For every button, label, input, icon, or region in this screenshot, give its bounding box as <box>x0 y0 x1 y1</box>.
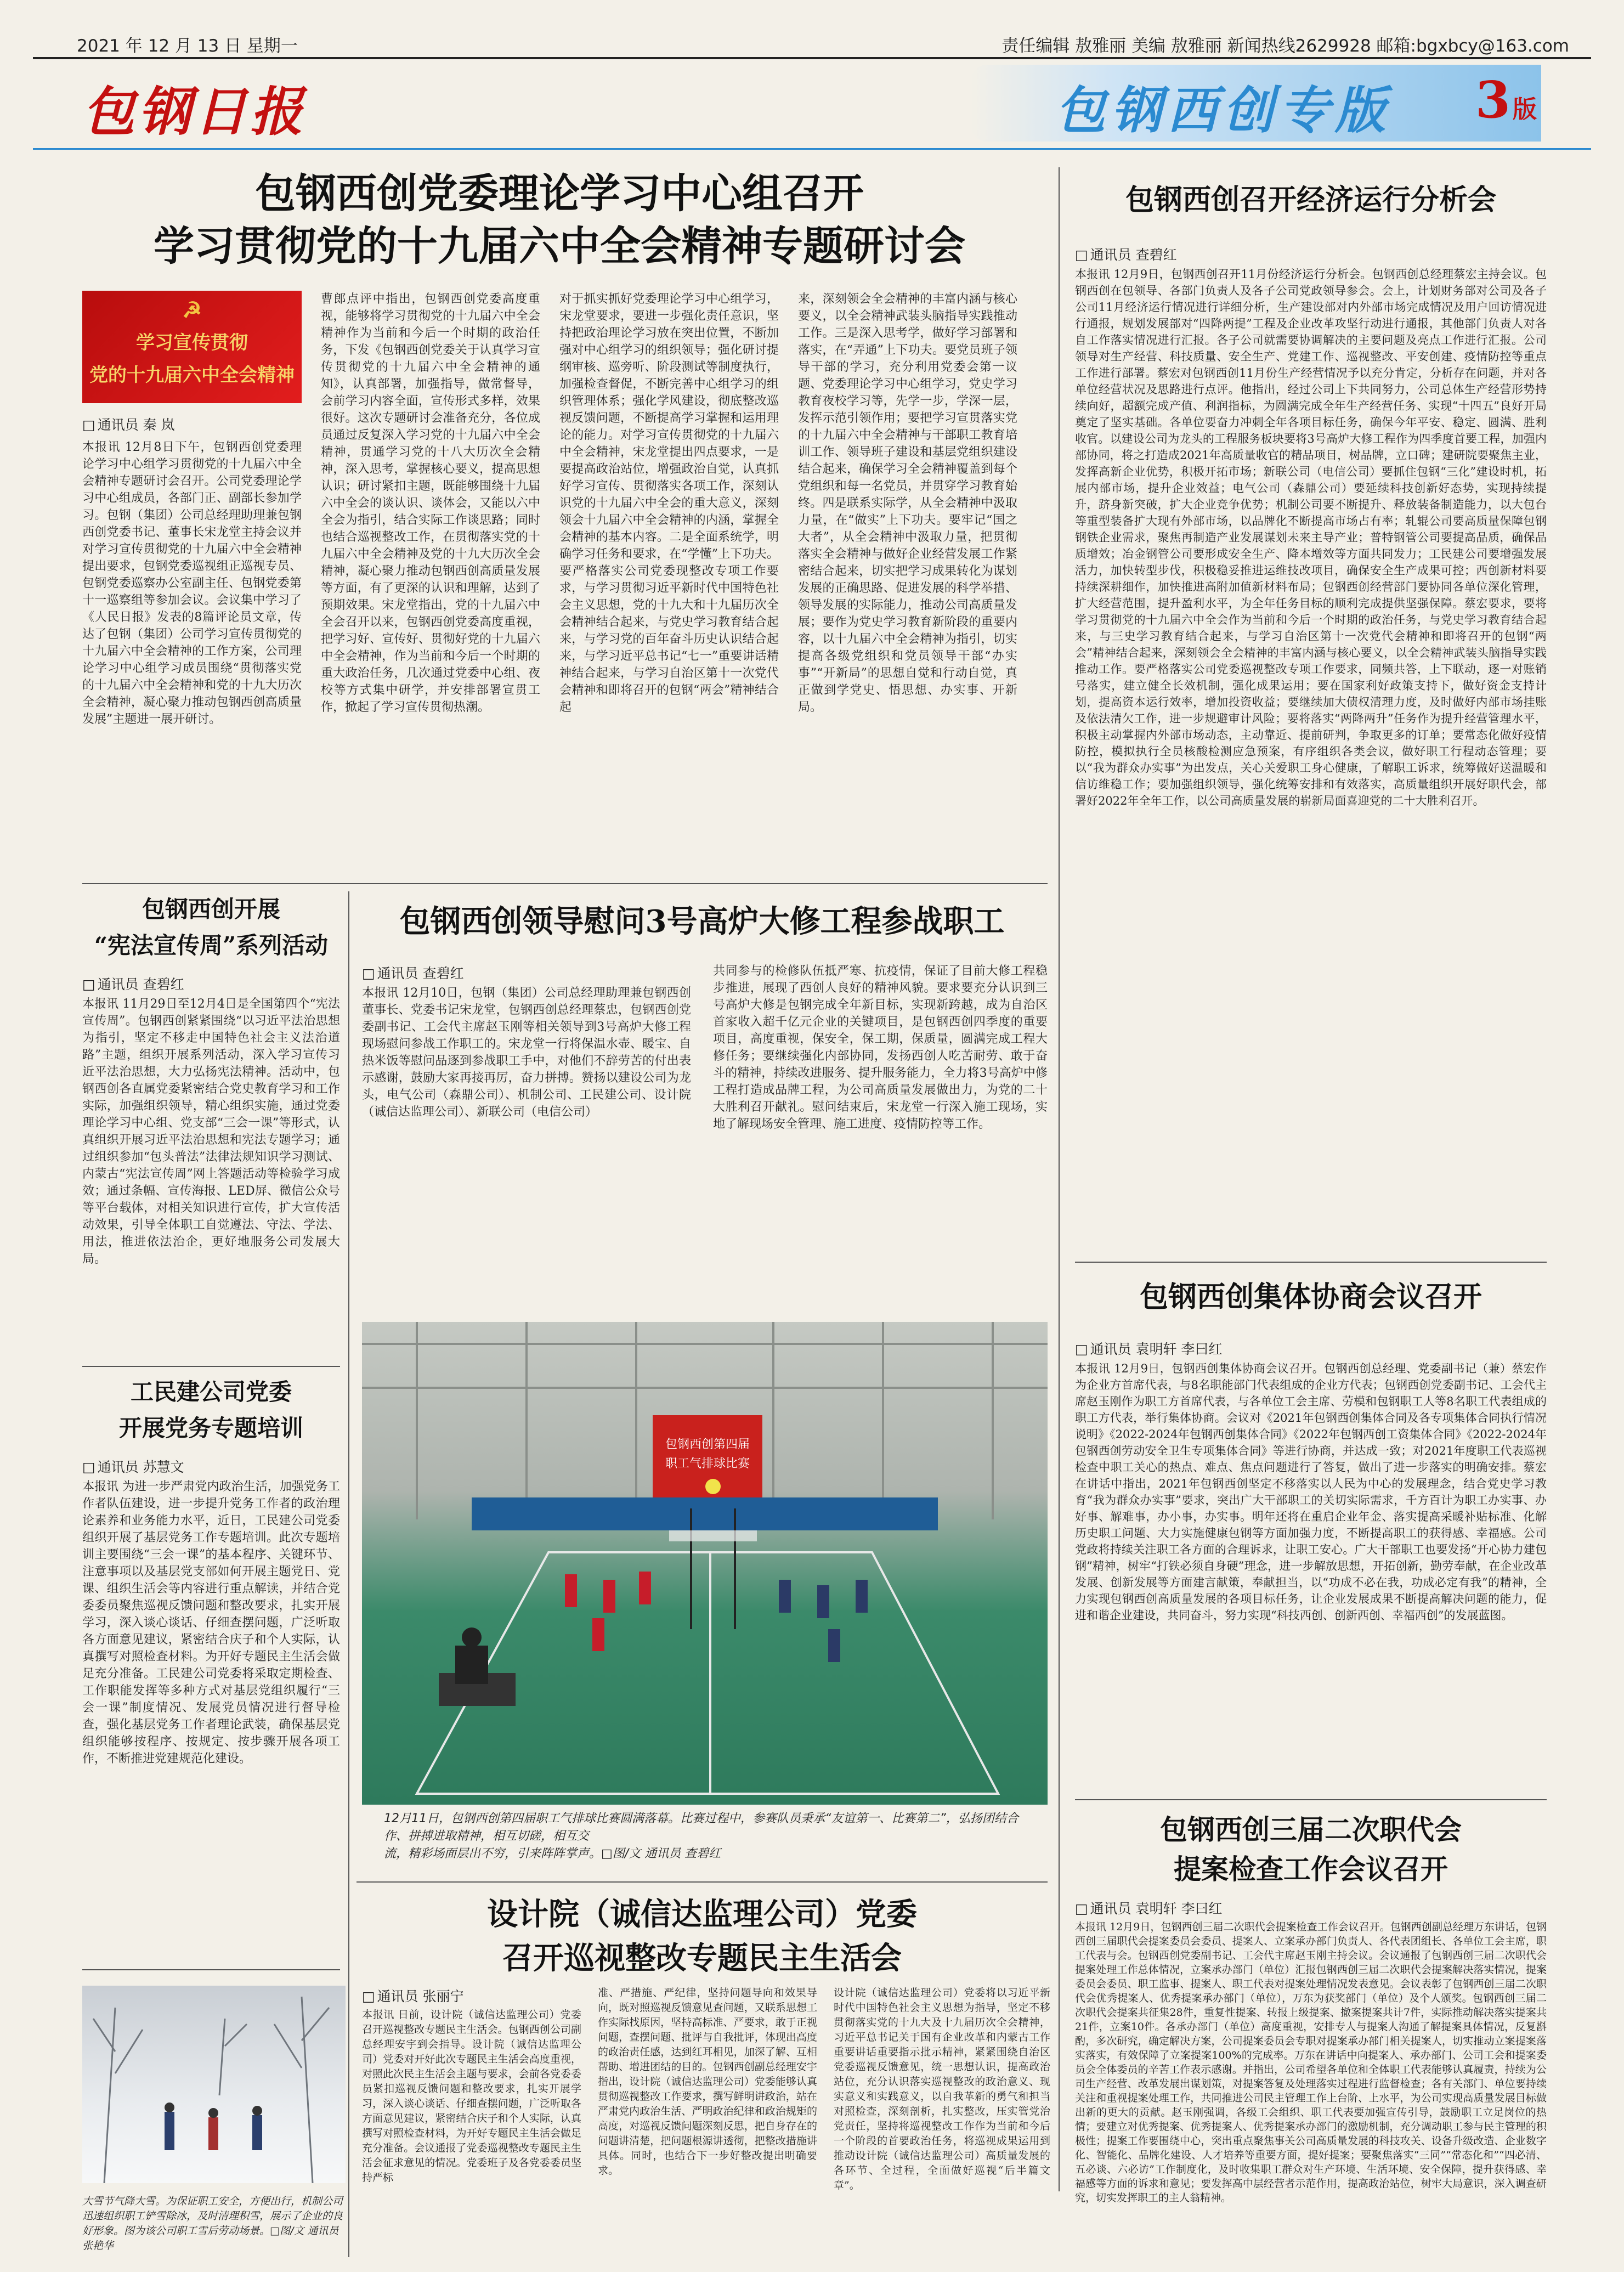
blast-byline: □ 通讯员 查碧红 <box>362 963 464 982</box>
header-rule <box>33 57 1591 59</box>
economy-title: 包钢西创召开经济运行分析会 <box>1125 183 1496 217</box>
header-bar <box>33 27 1591 55</box>
masthead: 包钢日报 <box>82 81 306 143</box>
party-emblem-icon: ☭ <box>182 297 202 323</box>
snow-scene-graphic <box>82 1986 346 2183</box>
congress-title-line2: 提案检查工作会议召开 <box>1174 1853 1448 1885</box>
congress-byline: □ 通讯员 袁明轩 李曰红 <box>1075 1898 1223 1918</box>
volleyball-caption-line2: 流，精彩场面层出不穷，引来阵阵掌声。□图/文 通讯员 查碧红 <box>384 1847 721 1861</box>
blast-col2: 共同参与的检修队伍抵严寒、抗疫情，保证了目前大修工程稳步推进，展现了西创人良好的精神风貌。要求要充分认识到三号高炉大修是包钢完成全年新目标，实现新跨越，成为自治区首家收入超千亿元企业的关键项目，是包钢西创四季度的重要项目，高度重视，保安全，保工期，保质量，圆满完成工程大修任务；要继续强化内部协同，发扬西创人吃苦耐劳、敢于奋斗的精神，持续改进服务、提升服务能力，全力将3号高炉中修工程打造成品牌工程，为公司高质量发展做出力，为党的二十大胜利召开献礼。慰问结束后，宋龙堂一行深入施工现场，实地了解现场安全管理、施工进度、疫情防控等工作。 <box>713 964 1048 1131</box>
study-byline: □ 通讯员 秦 岚 <box>82 414 175 434</box>
blast-title: 包钢西创领导慰问3号高炉大修工程参战职工 <box>399 903 1005 940</box>
issue-date: 2021 年 12 月 13 日 星期一 <box>77 36 298 56</box>
economy-body: 本报讯 12月9日，包钢西创召开11月份经济运行分析会。包钢西创总经理蔡宏主持会议。包钢西创在包领导、各部门负责人及各子公司党政领导参会。会上，计划财务部对公司及各子公司11月经济运行情况进行详细分析，生产建设部对内外部市场完成情况及用户回访情况进行通报，规划发展部对“四降两提”工程及企业改革攻坚行动进行通报，其他部门负责人对各自工作落实情况进行汇报。各子公司就需要协调解决的主要问题及亮点工作进行汇报。公司领导对生产经营、科技质量、安全生产、党建工作、巡视整改、平安创建、疫情防控等重点工作进行部署。蔡宏对包钢西创11月份生产经营情况予以充分肯定，分析存在问题，并对各单位经营状况及思路进行点评。他指出，经过公司上下共同努力，公司总体生产经营形势持续向好，超额完成产值、利润指标，为圆满完成全年生产经营任务、实现“十四五”良好开局奠定了坚实基础。各单位要奋力冲刺全年各项目标任务，确保今年平安、稳定、圆满、胜利收官。以建设公司为龙头的工程服务板块要将3号高炉大修工程作为四季度首要工程，加强内部协同，将之打造成2021年高质量收官的精品项目，树品牌，立口碑；建研院要聚焦主业，发挥高新企业优势，积极开拓市场；新联公司（电信公司）要抓住包钢“三化”建设时机，拓展内部市场，提升企业效益；电气公司（森鼎公司）要延续科技创新好态势，实现持续提升，跻身新突破，扩大企业竞争优势；机制公司要不断提升、释放装备制造能力，以大包台等重型装备扩大现有外部市场，以品牌化不断提高市场占有率；轧辊公司要高质量保障包钢钢铁企业需求，聚焦再制造产业发展谋划未来主导产业；普特钢管公司要提高品质，确保品质增效；冶金钢管公司要形成安全生产、降本增效等方面共同发力；工民建公司要增强发展活力，加快转型步伐，积极稳妥推进运维技改项目，确保安全生产成果可控；西创新材料要持续深耕细作，加快推进高附加值新材料布局；包钢西创经营部门要协同各单位深化管理，扩大经营范围，提升盈利水平，为全年任务目标的顺利完成提供坚强保障。蔡宏要求，要将学习贯彻党的十九届六中全会作为当前和今后一个时期的政治任务，与党史学习教育结合起来，与三史学习教育结合起来，与学习自治区第十一次党代会精神和即将召开的包钢“两会”精神结合起来，深刻领会全会精神的丰富内涵与核心要义，以全会精神武装头脑指导实践推动工作。要严格落实公司党委巡视整改专项工作要求，同频共答，上下联动，逐一对账销号落实，建立健全长效机制，强化成果运用；要在国家利好政策支持下，做好资金支持计划，提高资本运行效率，增加投资收益；要继续加大债权清理力度，及时做好内部市场挂账及依法清欠工作，进一步规避审计风险；要将落实“两降两升”任务作为提升经营管理水平，积极主动掌握内外部市场动态，主动靠近、提前研判，争取更多的订单；要常态化做好疫情防控，模拟执行全员核酸检测应急预案，有序组织各类会议，做好职工行程动态管理；要以“我为群众办实事”为出发点，关心关爱职工身心健康，了解职工诉求，统筹做好送温暖和信访维稳工作；要加强组织领导，强化统筹安排和有效落实，高质量组织开展好职代会，部署好2022年全年工作，以公司高质量发展的崭新局面喜迎党的二十大胜利召开。 <box>1075 268 1547 807</box>
training-title-line2: 开展党务专题培训 <box>118 1415 303 1442</box>
economy-byline: □ 通讯员 查碧红 <box>1075 244 1177 264</box>
training-title <box>82 1374 340 1446</box>
law-title-line2: “宪法宣传周”系列活动 <box>94 932 329 959</box>
scoreboard-line2: 职工气排球比赛 <box>665 1457 750 1471</box>
scoreboard-line1: 包钢西创第四届 <box>665 1438 750 1451</box>
congress-body: 本报讯 12月9日，包钢西创三届二次职代会提案检查工作会议召开。包钢西创副总经理万东讲话，包钢西创三届职代会提案委员会委员、提案人、立案承办部门负责人、各代表团组长、各单位工会主席，职工代表与会。包钢西创党委副书记、工会代主席赵玉刚主持会议。会议通报了包钢西创三届二次职代会提案处理工作总体情况，立案承办部门（单位）汇报包钢西创三届二次职代会提案解决落实情况，提案委员会委员、职工监事、提案人、职工代表对提案处理情况发表意见。会议表彰了包钢西创三届二次职代会优秀提案人、优秀提案承办部门（单位），万东为获奖部门（单位）及个人颁奖。包钢西创三届二次职代会提案共征集28件，重复性提案、转报上级提案、撤案提案共计7件，实际推动解决落实提案共21件，立案10件。各承办部门（单位）高度重视，安排专人与提案人沟通了解提案具体情况，反复斟酌，多次研究，确定解决方案，公司提案委员会专职对提案承办部门相关提案人，切实推动立案提案落实落实，有效保障了立案提案100%的完成率。万东在讲话中向提案人、承办部门、公司工会和提案委员会全体委员的辛苦工作表示感谢。并指出，公司希望各单位和全体职工代表能够认真履责，持续为公司生产经营、改革发展出谋划策，对提案答复及处理落实过程进行监督检查；各有关部门、单位要持续关注和重视提案处理工作，共同推进公司民主管理工作上台阶、上水平，为公司实现高质量发展目标做出新的更大的贡献。赵玉刚强调，各级工会组织、职工代表要加强宣传引导，鼓励职工立足岗位的热情；要建立对优秀提案、优秀提案人、优秀提案承办部门的激励机制，充分调动职工参与民主管理的积极性；提案工作要围绕中心，突出重点聚焦事关公司高质量发展的科技攻关、设备升级改造、企业数字化、智能化、品牌化建设、人才培养等重要方面，提好提案；要聚焦落实“三同”“常态化和”“四必清、五必谈、六必访”工作制度化，及时收集职工群众对生产环境、生活环境、安全保障，提升获得感、幸福感等方面的诉求和意见；要发挥高中层经营者示范作用，提高政治站位，树牢大局意识，深入调查研究，切实发挥职工的主人翁精神。 <box>1075 1921 1547 2204</box>
left-column-divider <box>348 891 349 2257</box>
design-title-line2: 召开巡视整改专题民主生活会 <box>502 1940 902 1976</box>
design-col2: 准、严措施、严纪律，坚持问题导向和效果导向，既对照巡视反馈意见查问题，又联系思想工作实际找原因，坚持高标准、严要求，敢于正视问题，查摆问题、批评与自我批评，体现出高度的政治责任感，达到红耳相见，加深了解、互相帮助、增进团结的目的。包钢西创副总经理安宇指出，设计院（诚信达监理公司）党委能够认真贯彻巡视整改工作要求，撰写鲜明讲政治，站在严肃党内政治生活、严明政治纪律和政治规矩的高度，对巡视反馈问题深刻反思，把自身存在的问题讲清楚，把问题根源讲透彻，把整改措施讲具体。同时，也结合下一步好整改提出明确要求。 <box>598 1987 817 2177</box>
study-badge-line1: 学习宣传贯彻 <box>136 332 248 354</box>
design-title-line1: 设计院（诚信达监理公司）党委 <box>487 1896 917 1932</box>
economy-divider <box>1075 1262 1547 1263</box>
study-col4: 来，深刻领会全会精神的丰富内涵与核心要义，以全会精神武装头脑指导实践推动工作。三是深入思考学，做好学习部署和落实，在“弄通”上下功夫。要党员班子领导干部的学习，充分利用党委会第一议题、党委理论学习中心组学习，党史学习教育夜校学习等，先学一步，学深一层，发挥示范引领作用；要把学习宣贯落实党的十九届六中全会精神与干部职工教育培训工作、领导班子建设和基层党组织建设结合起来，确保学习全会精神覆盖到每个党组织和每一名党员，并贯穿学习教育始终。四是联系实际学，从全会精神中汲取力量，在“做实”上下功夫。要牢记“国之大者”，从全会精神中汲取力量，把贯彻落实全会精神与做好企业经营发展工作紧密结合起来，切实把学习成果转化为谋划发展的正确思路、促进发展的科学举措、领导发展的实际能力，推动公司高质量发展；要作为党史学习教育新阶段的重要内容，以十九届六中全会精神为指引，切实提高各级党组织和党员领导干部“办实事”“开新局”的思想自觉和行动自觉，真正做到学党史、悟思想、办实事、开新局。 <box>798 292 1017 714</box>
section-title: 包钢西创专版 <box>1055 81 1391 140</box>
volleyball-caption <box>384 1810 1042 1870</box>
study-divider <box>82 883 1048 884</box>
training-byline: □ 通讯员 苏慧文 <box>82 1456 184 1476</box>
page-number <box>1475 70 1552 136</box>
banner-rule <box>33 148 1591 150</box>
law-byline: □ 通讯员 查碧红 <box>82 974 184 993</box>
union-byline: □ 通讯员 袁明轩 李曰红 <box>1075 1338 1223 1358</box>
study-title-line1: 包钢西创党委理论学习中心组召开 <box>255 170 864 217</box>
study-col1: 本报讯 12月8日下午，包钢西创党委理论学习中心组学习贯彻党的十九届六中全会精神专题研讨会召开。公司党委理论学习中心组成员，各部门正、副部长参加学习。包钢（集团）公司总经理助理兼包钢西创党委书记、董事长宋龙堂主持会议并对学习宣传贯彻党的十九届六中全会精神提出要求，包钢党委巡视组正巡视专员、包钢党委巡察办公室副主任、包钢党委第十一巡察组等参加会议。会议集中学习了《人民日报》发表的8篇评论员文章，传达了包钢（集团）公司学习宣传贯彻党的十九届六中全会精神的工作方案，公司理论学习中心组学习成员围绕“贯彻落实党的十九届六中全会精神和党的十九大历次全会精神，凝心聚力推动包钢西创高质量发展”主题进一展开研讨。 <box>82 440 302 726</box>
training-divider <box>82 1969 340 1970</box>
union-body: 本报讯 12月9日，包钢西创集体协商会议召开。包钢西创总经理、党委副书记（兼）蔡宏作为企业方首席代表，与8名职能部门代表组成的企业方代表；包钢西创党委副书记、工会代主席赵玉刚作为职工方首席代表，与各单位工会主席、劳模和包钢职工人等8名职工代表组成的职工方代表，举行集体协商。会议对《2021年包钢西创集体合同及各专项集体合同执行情况说明》《2022-2024年包钢西创集体合同》《2022年包钢西创工资集体合同》《2022-2024年包钢西创劳动安全卫生专项集体合同》等进行协商，并达成一致；对2021年度职工代表巡视检查中职工关心的热点、难点、焦点问题进行了答复，做出了进一步落实的明确安排。蔡宏在讲话中指出，2021年包钢西创坚定不移落实以人民为中心的发展理念，结合党史学习教育“我为群众办实事”要求，突出广大干部职工的关切实际需求，千方百计为职工办实事、办好事、解难事，办小事，办实事。明年还将在重启企业年金、落实提高采暖补贴标准、化解历史职工问题、大力实施健康包钢等方面加强力度，不断提高职工的获得感、幸福感。公司党政将持续关注职工各方面的合理诉求，让职工安心。广大干部职工也要发扬“开心协力建包钢”精神，树牢“打铁必须自身硬”理念，进一步解放思想，开拓创新，勤劳奉献，在企业改革发展、创新发展等方面建言献策，奉献担当，以“功成不必在我，功成必定有我”的精神，全力实现包钢西创高质量发展的各项目标任务，让企业发展成果不断提高解决问题的能力，促进和谐企业建设，共同奋斗，努力实现“科技西创、创新西创、幸福西创”的发展蓝图。 <box>1075 1362 1547 1622</box>
law-title-line1: 包钢西创开展 <box>142 896 280 923</box>
editor-info: 责任编辑 敖雅丽 美编 敖雅丽 新闻热线2629928 邮箱:bgxbcy@163.com <box>1001 36 1569 56</box>
volleyball-photo <box>362 1322 1048 1805</box>
design-byline: □ 通讯员 张丽宁 <box>362 1986 464 2005</box>
study-col2: 曹郎点评中指出，包钢西创党委高度重视，能够将学习贯彻党的十九届六中全会精神作为当前和今后一个时期的政治任务，下发《包钢西创党委关于认真学习宣传贯彻党的十九届六中全会精神的通知》，认真部署，加强指导，做常督导，会前学习内容全面，宣传形式多样，效果很好。这次专题研讨会准备充分，各位成员通过反复深入学习党的十九届六中全会精神，贯通学习党的十八大历次全会精神，深入思考，掌握核心要义，提高思想认识；研讨紧扣主题，既能够围绕十九届六中全会的谈认识、谈体会，又能以六中全会为指引，结合实际工作谈思路；同时也结合巡视整改工作，在贯彻落实党的十九届六中全会精神及党的十九大历次全会精神，凝心聚力推动包钢西创高质量发展等方面，有了更深的认识和理解，达到了预期效果。宋龙堂指出，党的十九届六中全会召开以来，包钢西创党委高度重视，把学习好、宣传好、贯彻好党的十九届六中全会精神，作为当前和今后一个时期的重大政治任务，几次通过党委中心组、夜校等方式集中研学，并安排部署宣贯工作，掀起了学习宣传贯彻热潮。 <box>321 292 540 714</box>
congress-title <box>1075 1810 1547 1889</box>
study-badge <box>82 291 302 403</box>
study-col3: 对于抓实抓好党委理论学习中心组学习，宋龙堂要求，要进一步强化责任意识，坚持把政治理论学习放在突出位置，不断加强对中心组学习的组织领导；强化研讨提纲审核、巡旁听、阶段测试等制度执行，加强检查督促，不断完善中心组学习的组织管理体系；强化学风建设，彻底整改巡视反馈问题，不断提高学习掌握和运用理论的能力。对学习宣传贯彻党的十九届六中全会精神，宋龙堂提出四点要求，一是要提高政治站位，增强政治自觉，认真抓好学习宣传、贯彻落实各项工作，深刻认识党的十九届六中全会的重大意义，深刻领会十九届六中全会精神的内涵，掌握全会精神的基本内容。二是全面系统学，明确学习任务和要求，在“学懂”上下功夫。要严格落实公司党委现整改专项工作要求，与学习贯彻习近平新时代中国特色社会主义思想，党的十九大和十九届历次全会精神结合起来，与党史学习教育结合起来，与学习党的百年奋斗历史认识结合起来，与学习近平总书记“七一”重要讲话精神结合起来，与学习自治区第十一次党代会精神和即将召开的包钢“两会”精神结合起 <box>559 292 779 714</box>
law-body: 本报讯 11月29日至12月4日是全国第四个“宪法宣传周”。包钢西创紧紧围绕“以习近平法治思想为指引，坚定不移走中国特色社会主义法治道路”主题，组织开展系列活动，深入学习宣传习近平法治思想，大力弘扬宪法精神。活动中，包钢西创各直属党委紧密结合党史教育学习和工作实际，加强组织领导，精心组织实施，通过党委理论学习中心组、党支部“三会一课”等形式，认真组织开展习近平法治思想和宪法专题学习；通过组织参加“包头普法”法律法规知识学习测试、内蒙古“宪法宣传周”网上答题活动等检验学习成效；通过条幅、宣传海报、LED屏、微信公众号等平台载体，对相关知识进行宣传，扩大宣传活动效果，引导全体职工自觉遵法、守法、学法、用法，推进依法治企，更好地服务公司发展大局。 <box>82 997 340 1266</box>
blast-col1: 本报讯 12月10日，包钢（集团）公司总经理助理兼包钢西创董事长、党委书记宋龙堂，包钢西创总经理蔡忠，包钢西创党委副书记、工会代主席赵玉刚等相关领导到3号高炉大修工程现场慰问参战工作职工的。宋龙堂一行将保温水壶、暖宝、自热米饭等慰问品逐到参战职工手中，对他们不辞劳苦的付出表示感谢，鼓励大家再接再厉，奋力拼搏。赞扬以建设公司为龙头，电气公司（森鼎公司）、机制公司、工民建公司、设计院（诚信达监理公司）、新联公司（电信公司） <box>362 986 691 1119</box>
column-divider <box>1059 167 1060 2191</box>
snow-caption: 大雪节气降大雪。为保证职工安全，方便出行，机制公司迅速组织职工铲雪除冰，及时清理积雪，展示了企业的良好形象。图为该公司职工雪后劳动场景。□图/文 通讯员 张艳华 <box>82 2195 343 2252</box>
union-divider <box>1075 1799 1547 1800</box>
training-body: 本报讯 为进一步严肃党内政治生活，加强党务工作者队伍建设，进一步提升党务工作者的政治理论素养和业务能力水平，近日，工民建公司党委组织开展了基层党务工作专题培训。此次专题培训主要围绕“三会一课”的基本程序、关键环节、注意事项以及基层党支部如何开展主题党日、党课、组织生活会等内容进行重点解读，并结合党委委员聚焦巡视反馈问题和整改要求，扎实开展学习，深入谈心谈话、仔细查摆问题，广泛听取各方面意见建议，紧密结合庆子和个人实际，认真撰写对照检查材料。为开好专题民主生活会做足充分准备。工民建公司党委将采取定期检查、工作职能发挥等多种方式对基层党组织履行“三会一课”制度情况、发展党员情况进行督导检查，强化基层党务工作者理论武装，确保基层党组织能够按程序、按规定、按步骤开展各项工作，不断推进党建规范化建设。 <box>82 1480 340 1766</box>
snow-photo <box>82 1986 346 2183</box>
design-title <box>357 1892 1048 1980</box>
union-title: 包钢西创集体协商会议召开 <box>1139 1280 1482 1314</box>
training-title-line1: 工民建公司党委 <box>130 1378 292 1405</box>
study-title <box>93 167 1026 273</box>
design-col1: 本报讯 日前，设计院（诚信达监理公司）党委召开巡视整改专题民主生活会。包钢西创公司副总经理安宇到会指导。设计院（诚信达监理公司）党委对开好此次专题民主生活会高度重视，对照此次民主生活会主题与要求，会前各党委委员紧扣巡视反馈问题和整改要求，扎实开展学习，深入谈心谈话、仔细查摆问题，广泛听取各方面意见建议，紧密结合庆子和个人实际，认真撰写对照检查材料，为开好专题民主生活会做足充分准备。会议通报了党委巡视整改专题民主生活会征求意见的情况。党委班子及各党委委员坚持严标 <box>362 2009 581 2184</box>
page-number-value: 3 <box>1475 70 1511 129</box>
law-title <box>82 891 340 964</box>
volleyball-scene-graphic <box>362 1322 1048 1805</box>
study-title-line2: 学习贯彻党的十九届六中全会精神专题研讨会 <box>154 223 965 270</box>
congress-title-line1: 包钢西创三届二次职代会 <box>1160 1813 1462 1846</box>
photo-divider <box>357 1881 1048 1883</box>
design-col3: 设计院（诚信达监理公司）党委将以习近平新时代中国特色社会主义思想为指导，坚定不移贯彻落实党的十九大及十九届历次全会精神，习近平总书记关于国有企业改革和内蒙古工作重要讲话重要指示批示精神，紧紧围绕自治区党委巡视反馈意见，统一思想认识，提高政治站位，充分认识落实巡视整改的政治意义、现实意义和实践意义，以自我革新的勇气和担当对照检查，深刻剖析，扎实整改，压实管党治党责任，坚持将巡视整改工作作为当前和今后一个阶段的首要政治任务，将巡视成果运用到推动设计院（诚信达监理公司）高质量发展的各环节、全过程，全面做好巡视“后半篇文章”。 <box>834 1987 1050 2191</box>
volleyball-caption-line1: 12月11日，包钢西创第四届职工气排球比赛圆满落幕。比赛过程中，参赛队员秉承“友谊第一、比赛第二”，弘扬团结合作、拼搏进取精神，相互切磋，相互交 <box>384 1812 1018 1843</box>
law-divider <box>82 1366 340 1367</box>
page-suffix: 版 <box>1513 95 1537 123</box>
study-badge-line2: 党的十九届六中全会精神 <box>89 364 295 386</box>
